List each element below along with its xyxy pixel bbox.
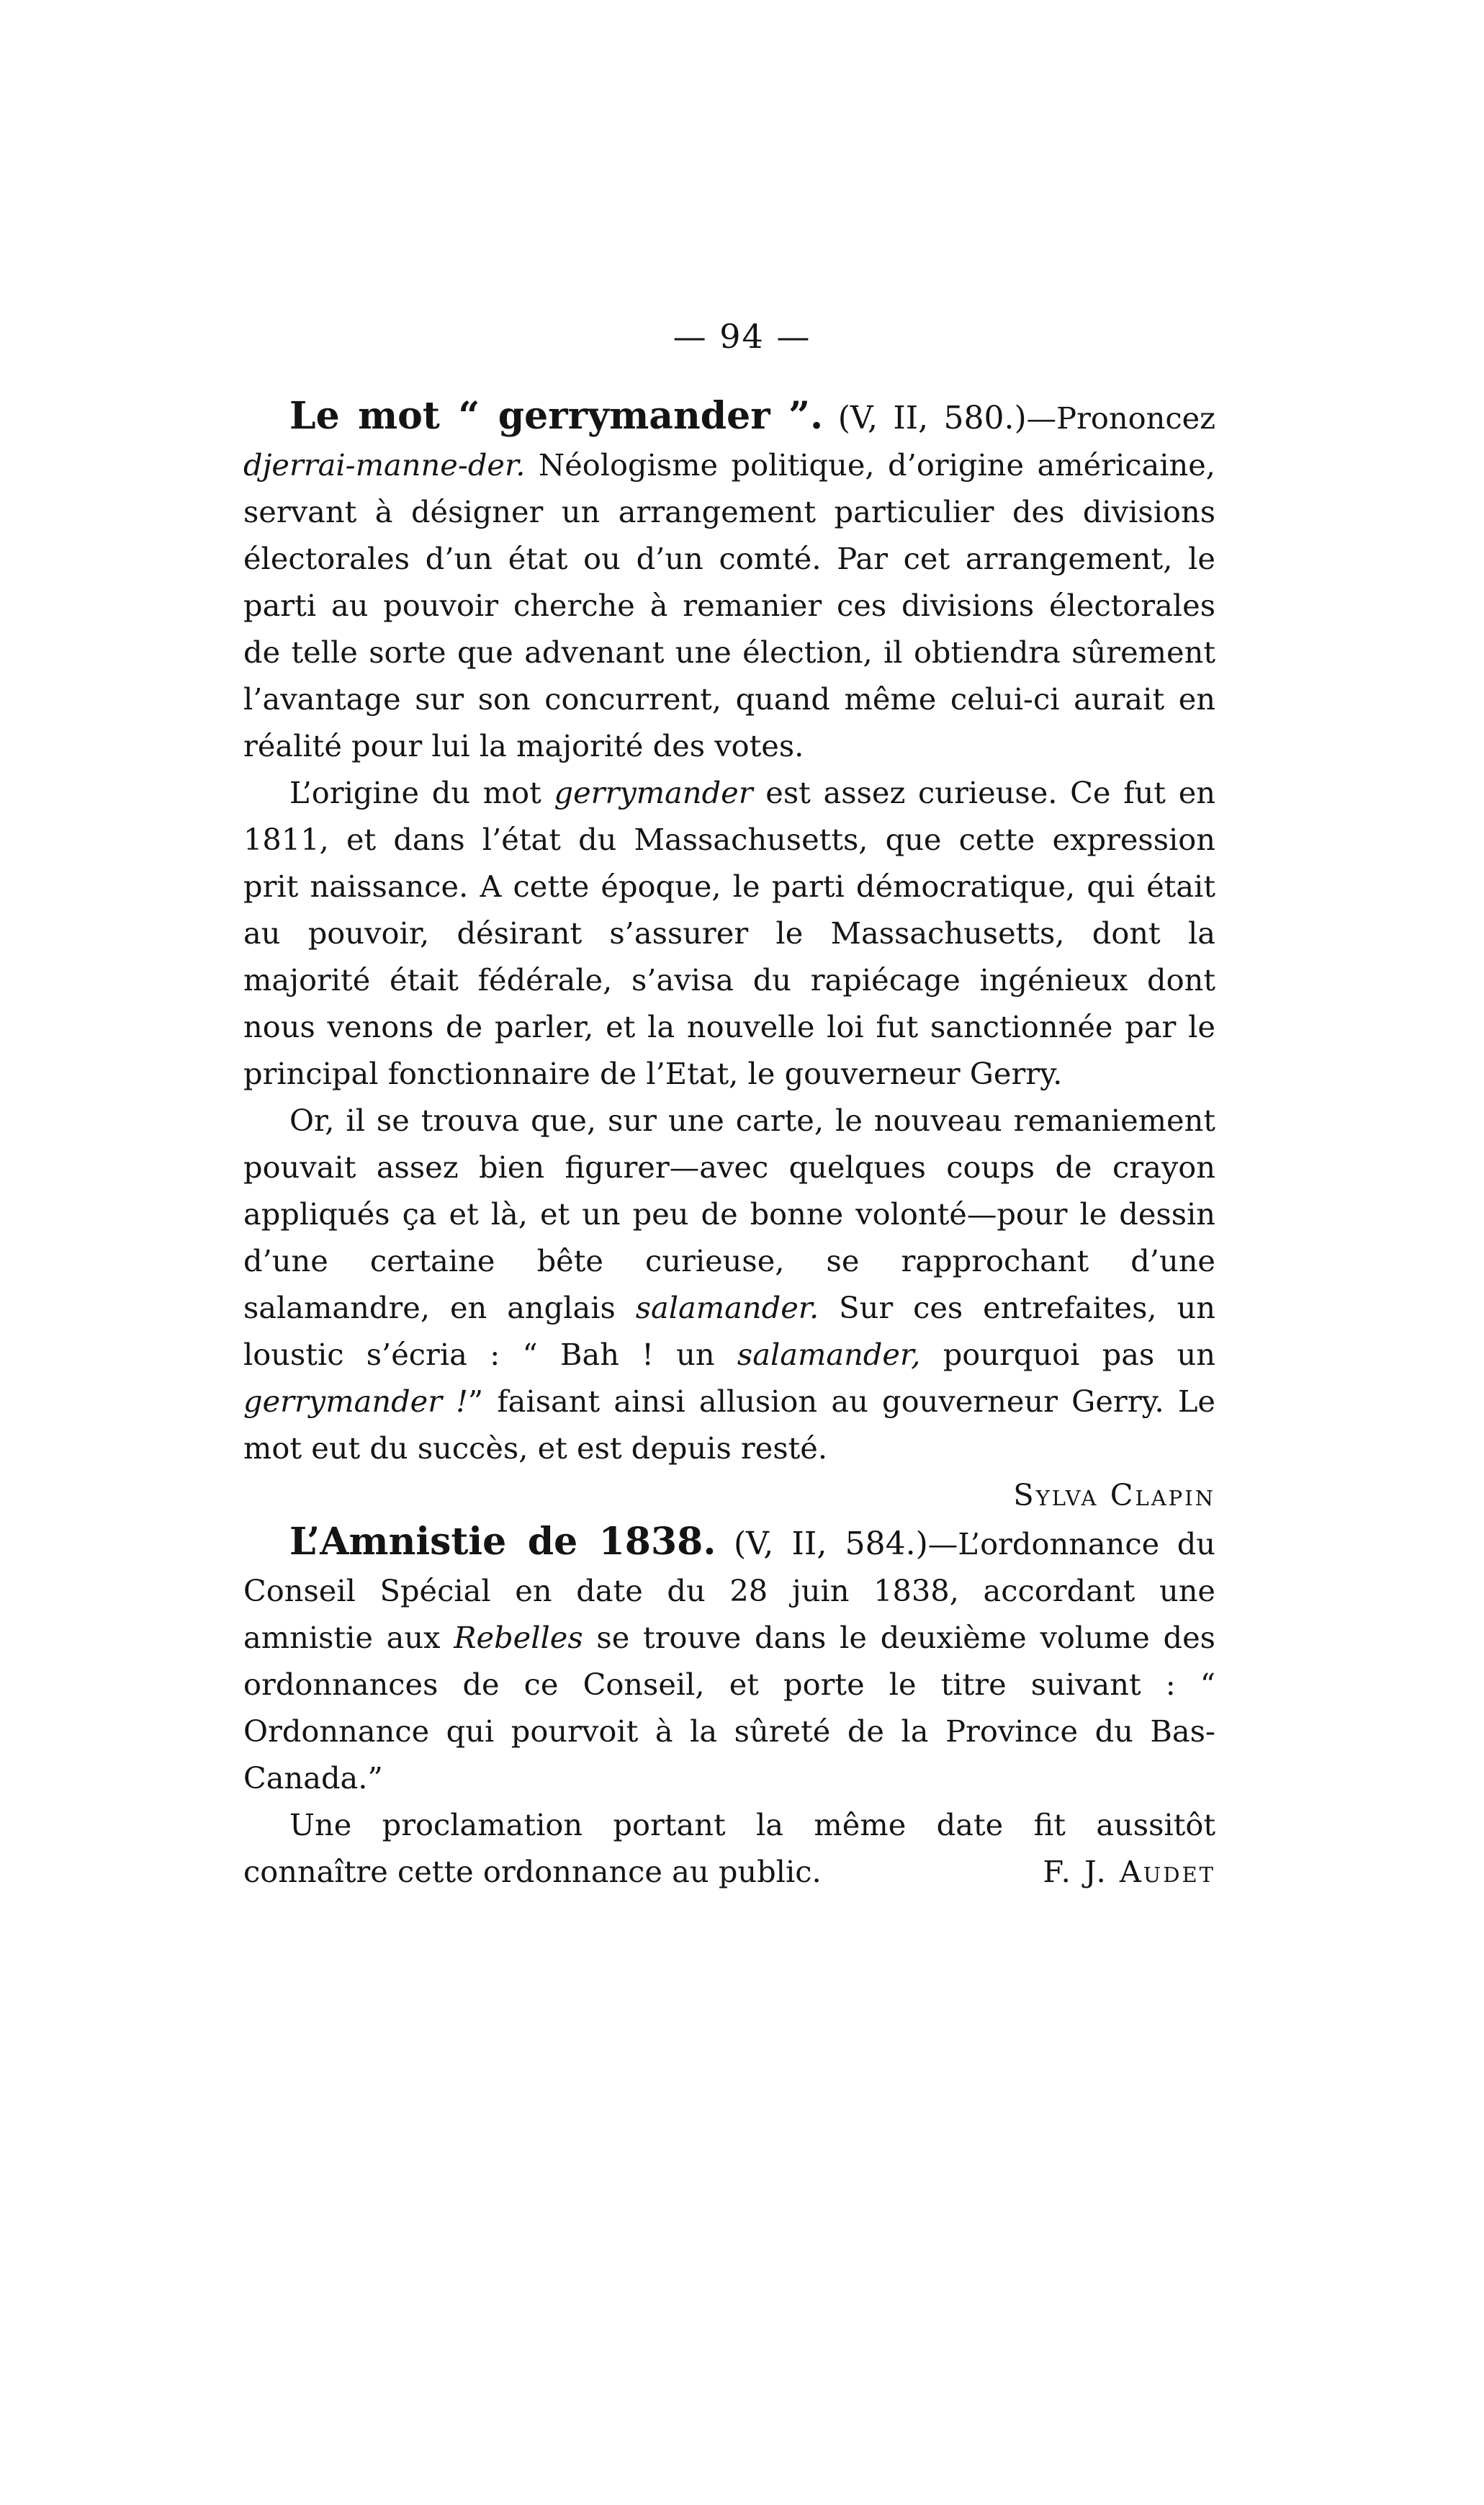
term-italic: gerrymander ! (243, 1384, 468, 1419)
page-body (243, 393, 1215, 1895)
term-italic: Rebelles (454, 1620, 583, 1655)
article-gerrymander-paragraph-3 (243, 1097, 1215, 1471)
page-number: — 94 — (673, 317, 811, 356)
pronunciation-italic: djerrai-manne-der. (243, 447, 526, 483)
article-gerrymander-paragraph-2 (243, 769, 1215, 1097)
article-amnistie-signature: F. J. Audet (1043, 1854, 1215, 1889)
paragraph-text: —Prononcez (1026, 400, 1215, 436)
term-italic: salamander. (635, 1290, 819, 1325)
article-amnistie-paragraph-1 (243, 1518, 1215, 1801)
article-amnistie-reference: (V, II, 584.) (733, 1525, 928, 1562)
article-gerrymander-paragraph-1 (243, 393, 1215, 769)
article-gerrymander-signature: Sylva Clapin (1013, 1477, 1215, 1513)
paragraph-text: ” faisant ainsi allusion au gouverneur Gerry. Le mot eut du succès, et est depuis resté. (243, 1384, 1215, 1466)
article-gerrymander-heading: Le mot “ gerrymander ”. (289, 394, 824, 438)
article-amnistie-heading: L’Amnistie de 1838. (289, 1520, 716, 1564)
paragraph-text: L’origine du mot (289, 775, 554, 810)
article-amnistie-paragraph-2 (243, 1801, 1215, 1895)
paragraph-text: —L’ordonnance du Conseil Spécial en date du 28 juin 1838, accordant une amnistie aux (243, 1526, 1215, 1655)
paragraph-text: Sur ces entrefaites, un loustic s’écria : “ Bah ! un (243, 1290, 1215, 1372)
paragraph-text: Néologisme politique, d’origine américaine, servant à désigner un arrangement particulier des divisions électorales d’un état ou d’un comté. Par cet arrangement, le parti au pouvoir cherche à remanier ces divisions électorales de telle sorte que advenant une élection, il obtiendra sûrement l’avantage sur son concurrent, quand même celui-ci aurait en réalité pour lui la majorité des votes. (243, 447, 1215, 763)
paragraph-text: Or, il se trouva que, sur une carte, le nouveau remaniement pouvait assez bien figurer—avec quelques coups de crayon appliqués ça et là, et un peu de bonne volonté—pour le dessin d’une certaine bête curieuse, se rapprochant d’une salamandre, en anglais (243, 1103, 1215, 1325)
paragraph-text: se trouve dans le deuxième volume des ordonnances de ce Conseil, et porte le titre suivant : “ Ordonnance qui pourvoit à la sûreté de la Province du Bas-Canada.” (243, 1620, 1215, 1796)
paragraph-text: Une proclamation portant la même date fit aussitôt connaître cette ordonnance au public. (243, 1807, 1215, 1889)
paragraph-text: pourquoi pas un (920, 1337, 1215, 1372)
article-gerrymander-reference: (V, II, 580.) (837, 400, 1027, 436)
term-italic: salamander, (737, 1337, 921, 1372)
paragraph-text: est assez curieuse. Ce fut en 1811, et dans l’état du Massachusetts, que cette expression prit naissance. A cette époque, le parti démocratique, qui était au pouvoir, désirant s’assurer le Massachusetts, dont la majorité était fédérale, s’avisa du rapiécage ingénieux dont nous venons de parler, et la nouvelle loi fut sanctionnée par le principal fonctionnaire de l’Etat, le gouverneur Gerry. (243, 775, 1215, 1091)
term-italic: gerrymander (554, 775, 753, 810)
